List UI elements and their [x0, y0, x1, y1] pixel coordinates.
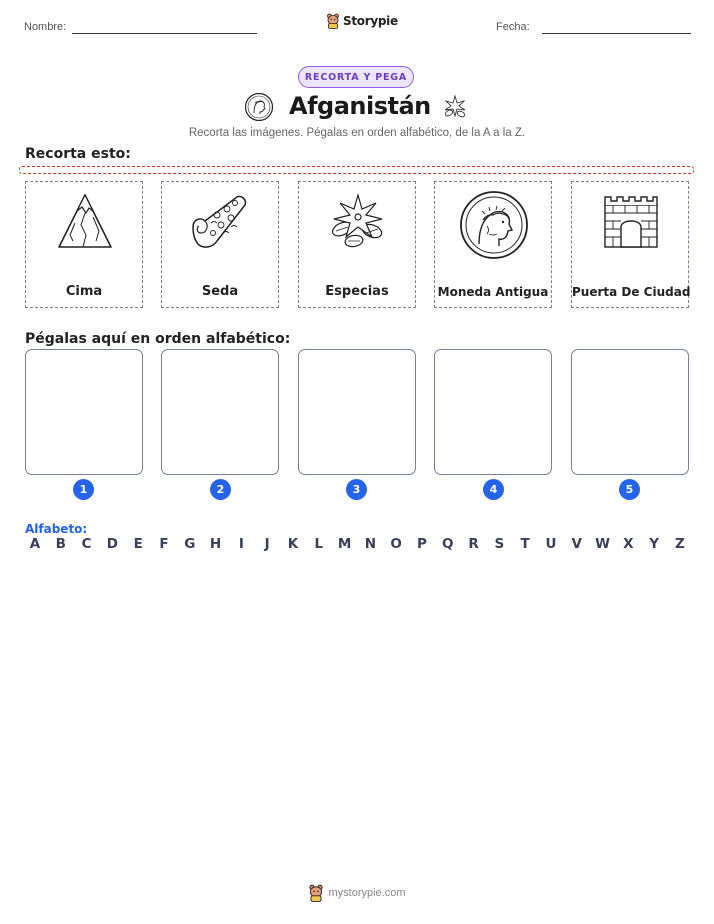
alphabet-letter: L — [314, 536, 324, 552]
alphabet-letter: R — [468, 536, 479, 552]
bear-mascot-icon — [308, 884, 324, 902]
slot-number-2: 2 — [210, 479, 231, 500]
alphabet-letter: H — [209, 536, 222, 552]
name-line[interactable] — [72, 33, 257, 34]
cut-card-5[interactable] — [571, 181, 689, 308]
alphabet-letter: E — [133, 536, 143, 552]
footer-url[interactable]: mystorypie.com — [328, 887, 406, 899]
card-label: Seda — [201, 284, 239, 299]
slot-number-1: 1 — [73, 479, 94, 500]
alphabet-letter: D — [106, 536, 118, 552]
cut-heading: Recorta esto: — [25, 146, 131, 162]
alphabet-letter: V — [571, 536, 582, 552]
alphabet-letter: S — [494, 536, 505, 552]
paste-slot-5[interactable] — [571, 349, 689, 475]
alphabet-row — [25, 536, 690, 552]
alphabet-letter: Y — [649, 536, 660, 552]
alphabet-letter: N — [364, 536, 377, 552]
spices-icon — [441, 94, 469, 120]
card-label: Moneda Antigua — [437, 285, 549, 299]
star-anise-icon — [328, 191, 388, 251]
alphabet-letter: X — [623, 536, 634, 552]
alphabet-letter: P — [417, 536, 427, 552]
brand-name: Storypie — [343, 14, 398, 28]
alphabet-letter: J — [264, 536, 270, 552]
alphabet-letter: C — [81, 536, 92, 552]
date-line[interactable] — [542, 33, 691, 34]
slot-number-5: 5 — [619, 479, 640, 500]
alphabet-letter: Q — [442, 536, 454, 552]
paste-slot-3[interactable] — [298, 349, 416, 475]
instructions: Recorta las imágenes. Pégalas en orden alfabético, de la A a la Z. — [188, 127, 526, 139]
mountain-icon — [55, 191, 115, 251]
activity-badge: RECORTA Y PEGA — [298, 66, 414, 88]
alphabet-letter: Z — [675, 536, 685, 552]
alphabet-letter: W — [595, 536, 610, 552]
alphabet-letter: T — [520, 536, 530, 552]
paste-slot-2[interactable] — [161, 349, 279, 475]
bear-mascot-icon — [326, 13, 340, 29]
cut-card-4[interactable] — [434, 181, 552, 308]
footer — [0, 884, 714, 902]
coin-icon — [244, 92, 274, 122]
alphabet-letter: K — [287, 536, 299, 552]
name-label: Nombre: — [24, 21, 67, 33]
cut-card-2[interactable] — [161, 181, 279, 308]
paste-slot-4[interactable] — [434, 349, 552, 475]
alphabet-letter: O — [390, 536, 402, 552]
cut-line — [19, 166, 694, 174]
city-gate-icon — [601, 191, 661, 251]
paste-slot-1[interactable] — [25, 349, 143, 475]
silk-roll-icon — [187, 191, 253, 251]
date-label: Fecha: — [496, 21, 530, 33]
slot-number-3: 3 — [346, 479, 367, 500]
alphabet-letter: A — [29, 536, 41, 552]
cut-card-3[interactable] — [298, 181, 416, 308]
alphabet-letter: I — [238, 536, 244, 552]
card-label: Puerta De Ciudad — [572, 285, 691, 299]
alphabet-letter: B — [55, 536, 66, 552]
paste-heading: Pégalas aquí en orden alfabético: — [25, 331, 291, 347]
slot-number-4: 4 — [483, 479, 504, 500]
alphabet-letter: F — [159, 536, 169, 552]
cut-card-1[interactable] — [25, 181, 143, 308]
alphabet-letter: U — [545, 536, 557, 552]
ancient-coin-icon — [459, 190, 529, 260]
alphabet-letter: M — [337, 536, 352, 552]
page-title: Afganistán — [289, 92, 431, 120]
card-label: Especias — [325, 284, 389, 299]
brand-logo — [326, 13, 398, 29]
alphabet-title: Alfabeto: — [25, 522, 88, 536]
alphabet-letter: G — [184, 536, 196, 552]
card-label: Cima — [65, 284, 103, 299]
